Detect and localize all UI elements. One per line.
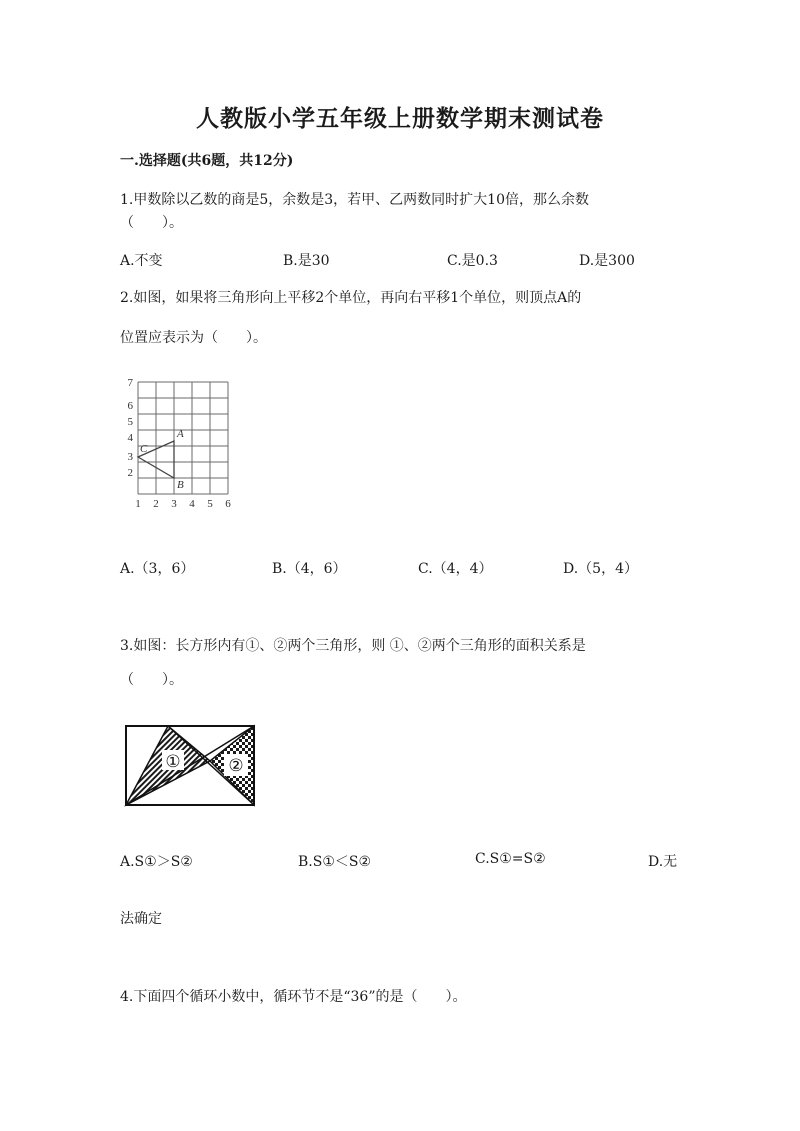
triangle-1-label: ① xyxy=(165,752,181,771)
vertex-label-b: B xyxy=(177,479,184,491)
vertex-label-a: A xyxy=(177,428,184,440)
y-tick-3: 3 xyxy=(127,451,133,463)
q3-option-d: D.无 xyxy=(648,854,678,870)
q3-option-a: A.S①＞S② xyxy=(120,854,193,870)
q1-stem-line1: 1.甲数除以乙数的商是5，余数是3，若甲、乙两数同时扩大10倍，那么余数 xyxy=(120,192,589,208)
q3-stem-line1: 3.如图：长方形内有①、②两个三角形，则 ①、②两个三角形的面积关系是 xyxy=(120,638,586,654)
q3-stem-line2: （ ）。 xyxy=(120,672,183,688)
q3-option-d-continued: 法确定 xyxy=(120,911,162,927)
triangle-2-label: ② xyxy=(228,756,244,775)
q2-stem-line1: 2.如图，如果将三角形向上平移2个单位，再向右平移1个单位，则顶点A的 xyxy=(120,290,582,306)
x-tick-4: 4 xyxy=(189,498,195,510)
q2-option-d: D.（5，4） xyxy=(563,561,638,577)
q2-option-b: B.（4，6） xyxy=(272,561,347,577)
y-tick-5: 5 xyxy=(127,416,133,428)
x-tick-2: 2 xyxy=(153,498,159,510)
q1-option-d: D.是300 xyxy=(579,253,635,269)
section-heading: 一.选择题(共6题，共12分) xyxy=(120,153,294,169)
grid-figure xyxy=(122,378,242,513)
q1-stem-line2: （ ）。 xyxy=(120,215,183,231)
q4-stem-line1: 4.下面四个循环小数中，循环节不是“36”的是（ ）。 xyxy=(120,989,467,1005)
q2-option-c: C.（4，4） xyxy=(418,561,493,577)
x-tick-5: 5 xyxy=(207,498,213,510)
q3-option-c: C.S①=S② xyxy=(475,851,546,867)
q2-option-a: A.（3，6） xyxy=(120,561,195,577)
y-tick-4: 4 xyxy=(127,432,133,444)
rectangle-figure xyxy=(122,724,262,810)
q2-stem-line2: 位置应表示为（ ）。 xyxy=(120,330,267,346)
q3-option-b: B.S①＜S② xyxy=(298,854,372,870)
y-tick-6: 6 xyxy=(127,400,133,412)
vertex-label-c: C xyxy=(140,443,148,455)
y-tick-7: 7 xyxy=(127,378,133,389)
x-tick-6: 6 xyxy=(225,498,231,510)
y-tick-2: 2 xyxy=(127,467,133,479)
x-tick-1: 1 xyxy=(135,498,141,510)
x-tick-3: 3 xyxy=(171,498,177,510)
q1-option-c: C.是0.3 xyxy=(447,253,498,269)
q1-option-b: B.是30 xyxy=(283,253,330,269)
page-title: 人教版小学五年级上册数学期末测试卷 xyxy=(196,105,604,132)
q1-option-a: A.不变 xyxy=(120,253,163,269)
